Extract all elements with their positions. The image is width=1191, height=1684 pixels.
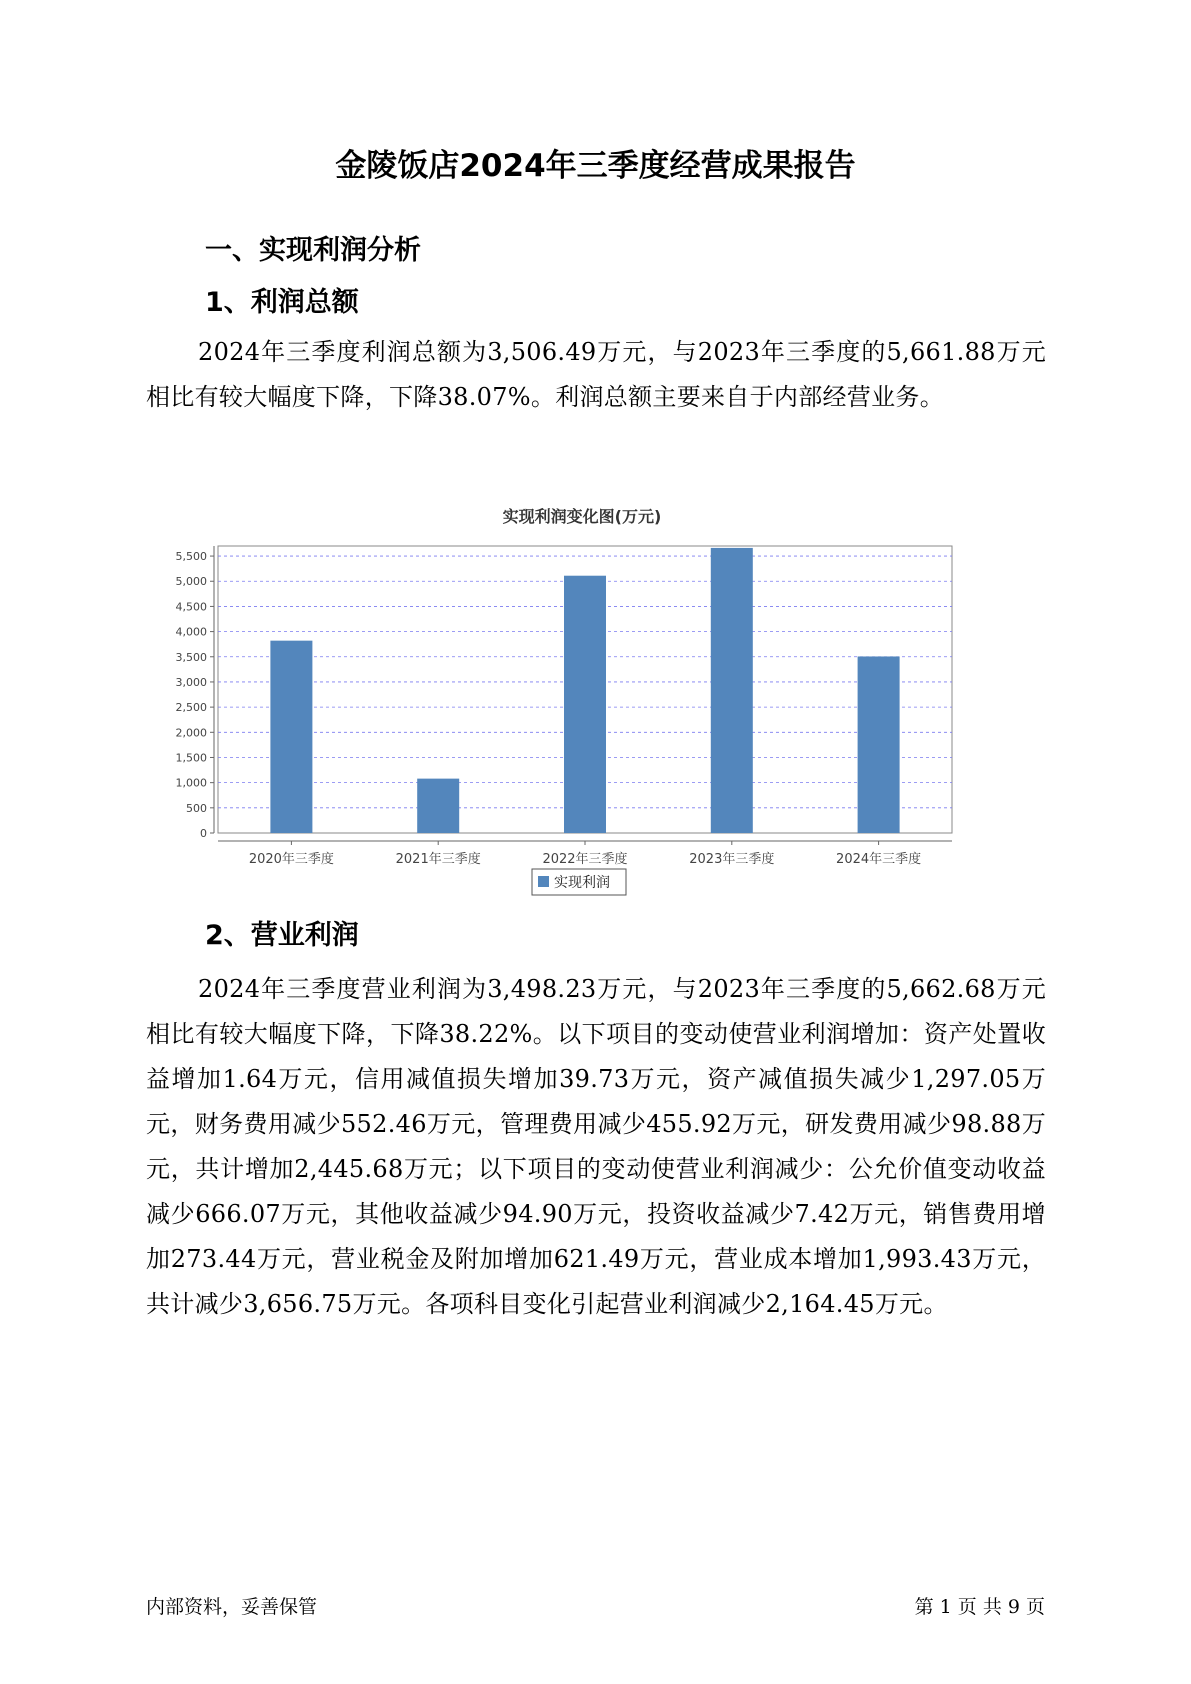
y-tick-label: 3,000 xyxy=(175,675,207,689)
x-tick-label: 2022年三季度 xyxy=(542,852,628,867)
y-tick-label: 5,500 xyxy=(175,550,207,564)
footer-page-number: 第 1 页 共 9 页 xyxy=(914,1596,1045,1618)
y-tick-label: 5,000 xyxy=(175,575,207,589)
y-tick-label: 4,000 xyxy=(175,625,207,639)
subheading-total-profit: 1、利润总额 xyxy=(205,287,359,318)
bar xyxy=(858,656,900,833)
bar xyxy=(711,548,753,833)
paragraph-operating-profit: 2024年三季度营业利润为3,498.23万元，与2023年三季度的5,662.68万元相比有较大幅度下降，下降38.22%。以下项目的变动使营业利润增加：资产处置收益增加1.64万元，信用减值损失增加39.73万元，资产减值损失减少1,297.05万元，财务费用减少552.46万元，管理费用减少455.92万元，研发费用减少98.88万元，共计增加2,445.68万元；以下项目的变动使营业利润减少：公允价值变动收益减少666.07万元，其他收益减少94.90万元，投资收益减少7.42万元，销售费用增加273.44万元，营业税金及附加增加621.49万元，营业成本增加1,993.43万元，共计减少3,656.75万元。各项科目变化引起营业利润减少2,164.45万元。 xyxy=(146,975,1046,1318)
y-tick-label: 4,500 xyxy=(175,600,207,614)
legend-label: 实现利润 xyxy=(554,875,610,891)
y-tick-label: 0 xyxy=(200,827,207,840)
x-tick-label: 2020年三季度 xyxy=(248,852,334,867)
x-axis xyxy=(218,841,952,867)
chart-legend xyxy=(532,869,626,895)
x-tick-label: 2021年三季度 xyxy=(395,852,481,867)
chart-title: 实现利润变化图(万元) xyxy=(502,507,662,526)
profit-bar-chart xyxy=(140,500,1020,955)
y-axis xyxy=(176,546,215,840)
legend-swatch xyxy=(538,876,549,887)
document-title: 金陵饭店2024年三季度经营成果报告 xyxy=(335,148,856,184)
y-tick-label: 1,500 xyxy=(175,751,207,765)
bar xyxy=(564,576,606,833)
x-tick-label: 2023年三季度 xyxy=(689,852,775,867)
subheading-operating-profit: 2、营业利润 xyxy=(205,920,359,951)
bar xyxy=(417,779,459,833)
footer-confidential-note: 内部资料，妥善保管 xyxy=(146,1596,318,1618)
x-tick-label: 2024年三季度 xyxy=(836,852,922,867)
y-tick-label: 2,000 xyxy=(175,726,207,740)
paragraph-total-profit: 2024年三季度利润总额为3,506.49万元，与2023年三季度的5,661.88万元相比有较大幅度下降，下降38.07%。利润总额主要来自于内部经营业务。 xyxy=(146,338,1046,411)
bar xyxy=(270,641,312,833)
y-tick-label: 2,500 xyxy=(175,701,207,715)
y-tick-label: 1,000 xyxy=(175,776,207,790)
y-tick-label: 500 xyxy=(186,801,207,815)
y-tick-label: 3,500 xyxy=(175,650,207,664)
section-heading-profit-analysis: 一、实现利润分析 xyxy=(205,235,421,266)
